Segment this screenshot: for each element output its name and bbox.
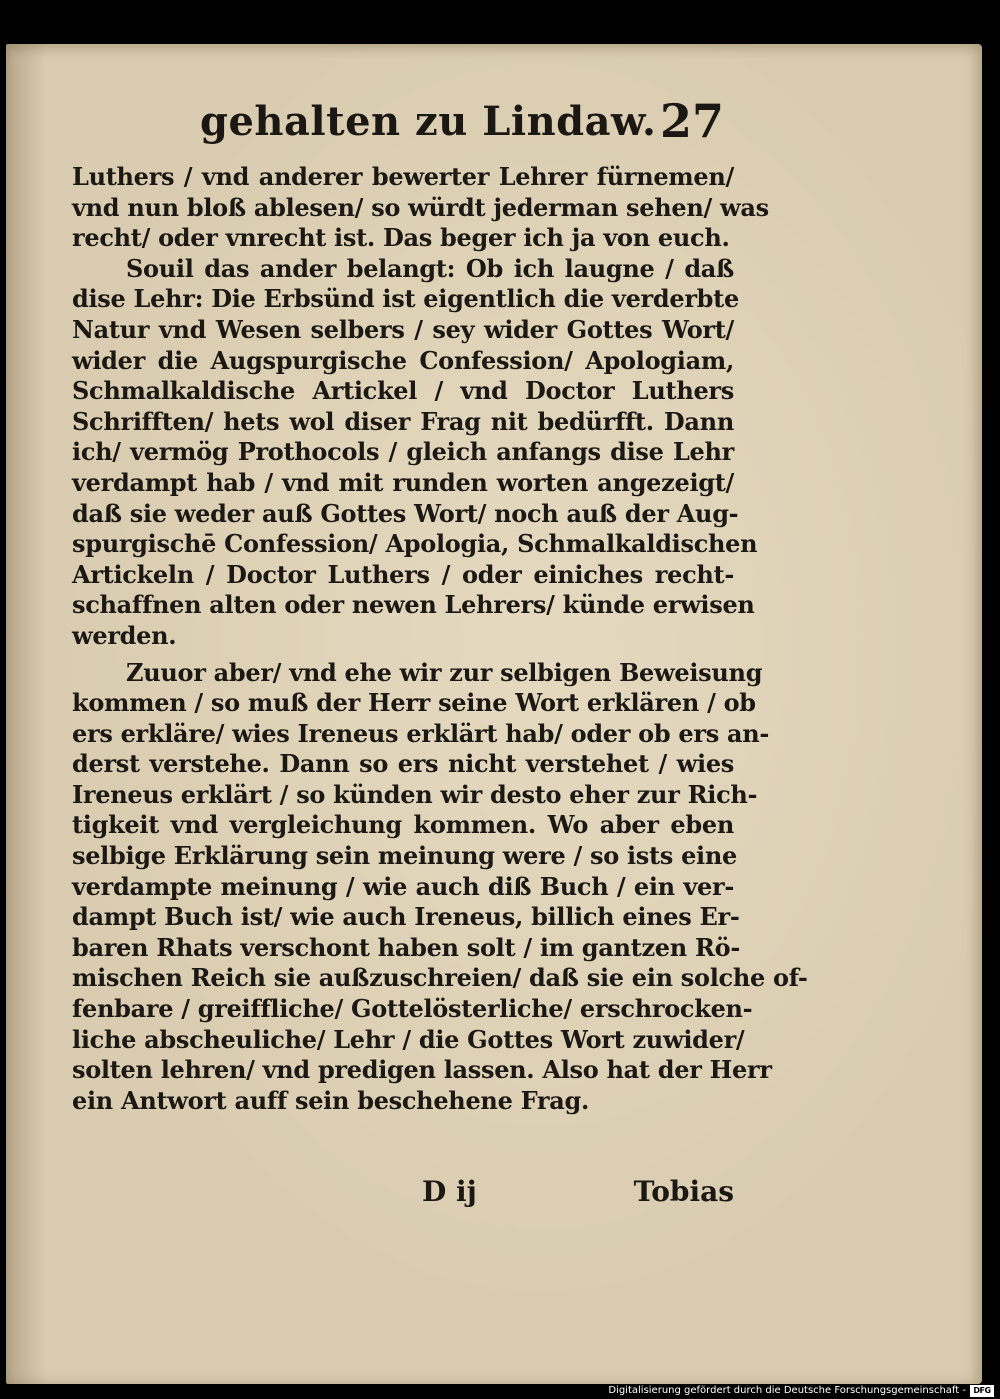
text-line: dise Lehr: Die Erbsünd ist eigentlich die verderbte bbox=[72, 284, 739, 314]
text-line: verdampte meinung / wie auch diß Buch / ein ver- bbox=[72, 871, 734, 901]
text-line: Schmalkaldische Artickel / vnd Doctor Luthers bbox=[72, 376, 734, 406]
text-line: Zuuor aber/ vnd ehe wir zur selbigen Beweisung bbox=[126, 657, 763, 687]
page-footer bbox=[72, 1175, 734, 1215]
dfg-logo: DFG bbox=[970, 1385, 994, 1397]
text-line: derst verstehe. Dann so ers nicht verstehet / wies bbox=[72, 749, 734, 779]
text-line: baren Rhats verschont haben solt / im gantzen Rö- bbox=[72, 932, 740, 962]
running-header bbox=[145, 94, 745, 158]
text-line: Souil das ander belangt: Ob ich laugne / daß bbox=[126, 253, 734, 283]
text-line: ein Antwort auff sein beschehene Frag. bbox=[72, 1085, 590, 1115]
text-line: selbige Erklärung sein meinung were / so ists eine bbox=[72, 841, 737, 871]
text-line: mischen Reich sie außzuschreien/ daß sie ein solche of- bbox=[72, 963, 808, 993]
digitization-credit: Digitalisierung gefördert durch die Deutsche Forschungsgemeinschaft - bbox=[608, 1385, 966, 1396]
page-number: 27 bbox=[660, 94, 725, 148]
text-line: ich/ vermög Prothocols / gleich anfangs dise Lehr bbox=[72, 437, 734, 467]
text-line: werden. bbox=[72, 620, 177, 650]
text-line: solten lehren/ vnd predigen lassen. Also hat der Herr bbox=[72, 1055, 772, 1085]
text-line: verdampt hab / vnd mit runden worten angezeigt/ bbox=[72, 467, 734, 497]
text-line: ers erkläre/ wies Ireneus erklärt hab/ oder ob ers an- bbox=[72, 718, 770, 748]
text-line: fenbare / greiffliche/ Gottelösterliche/ erschrocken- bbox=[72, 994, 753, 1024]
text-line: Artickeln / Doctor Luthers / oder einiches recht- bbox=[72, 559, 734, 589]
text-line: recht/ oder vnrecht ist. Das beger ich ja von euch. bbox=[72, 223, 730, 253]
catchword: Tobias bbox=[633, 1175, 734, 1208]
signature-mark: D ij bbox=[422, 1175, 477, 1208]
text-line: daß sie weder auß Gottes Wort/ noch auß der Aug- bbox=[72, 498, 739, 528]
text-line: liche abscheuliche/ Lehr / die Gottes Wort zuwider/ bbox=[72, 1024, 745, 1054]
text-line: Ireneus erklärt / so künden wir desto eher zur Rich- bbox=[72, 779, 758, 809]
text-line: spurgischē Confession/ Apologia, Schmalkaldischen bbox=[72, 529, 758, 559]
text-line: Natur vnd Wesen selbers / sey wider Gottes Wort/ bbox=[72, 314, 734, 344]
running-title: gehalten zu Lindaw. bbox=[200, 98, 657, 145]
text-line: tigkeit vnd vergleichung kommen. Wo aber eben bbox=[72, 810, 734, 840]
text-line: vnd nun bloß ablesen/ so würdt jederman sehen/ was bbox=[72, 192, 769, 222]
text-line: schaffnen alten oder newen Lehrers/ künde erwisen bbox=[72, 590, 755, 620]
text-line: Schrifften/ hets wol diser Frag nit bedürfft. Dann bbox=[72, 406, 734, 436]
body-text bbox=[72, 162, 808, 1116]
text-line: dampt Buch ist/ wie auch Ireneus, billich eines Er- bbox=[72, 902, 740, 932]
text-line: Luthers / vnd anderer bewerter Lehrer fürnemen/ bbox=[72, 162, 734, 191]
text-line: wider die Augspurgische Confession/ Apologiam, bbox=[72, 345, 734, 375]
text-line: kommen / so muß der Herr seine Wort erklären / ob bbox=[72, 688, 756, 718]
